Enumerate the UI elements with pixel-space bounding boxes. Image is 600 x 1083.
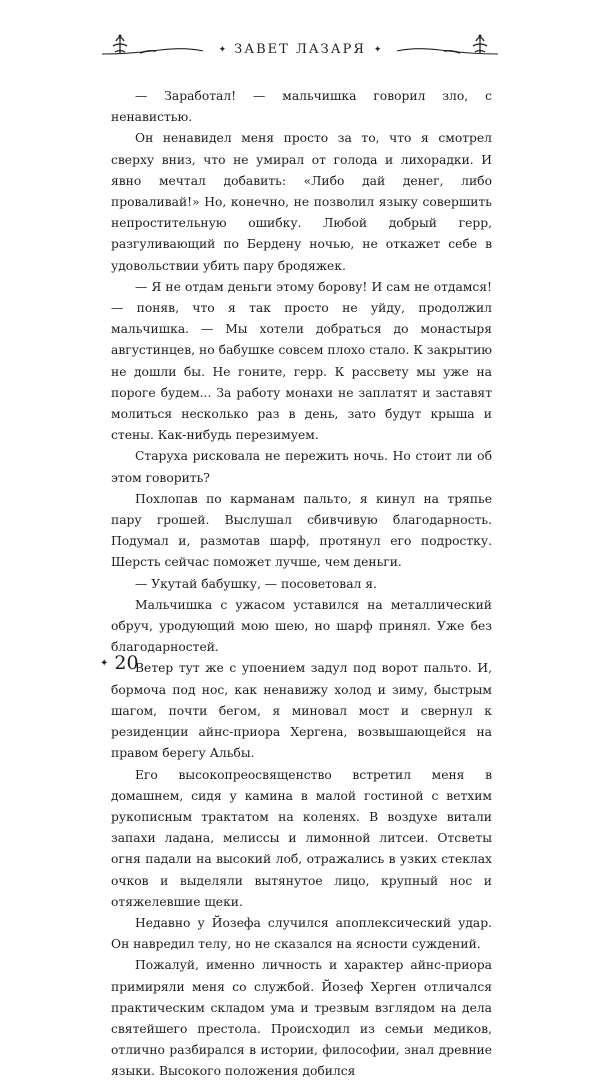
running-header xyxy=(100,30,500,64)
paragraph: Старуха рисковала не пережить ночь. Но стоит ли об этом говорить? xyxy=(111,449,492,485)
page-number: 20 xyxy=(114,652,139,674)
paragraph: Его высокопреосвященство встретил меня в домашнем, сидя у камина в малой гостиной с ветхим рукописным трактатом на коленях. В воздухе витали запахи ладана, мелиссы и лимонной литсеи. Отсветы огня падали на высокий лоб, отражались в узких стеклах очков и выделяли вытянутое лицо, крупный нос и отяжелевшие щеки. xyxy=(111,767,492,909)
header-star-right-icon: ✦ xyxy=(373,44,382,55)
page-star-icon: ✦ xyxy=(100,657,109,669)
page-footer xyxy=(100,652,139,674)
paragraph: — Укутай бабушку, — посоветовал я. xyxy=(135,576,377,591)
ornament-left-icon xyxy=(100,30,205,64)
header-star-left-icon: ✦ xyxy=(218,44,227,55)
paragraph: Он ненавидел меня просто за то, что я смотрел сверху вниз, что не умирал от голода и лихорадки. И явно мечтал добавить: «Либо дай денег, либо проваливай!» Но, конечно, не позволил языку совершить непростительную ошибку. Любой добрый герр, разгуливающий по Бердену ночью, не откажет себе в удовольствии убить пару бродяжек. xyxy=(111,131,492,273)
paragraph: Мальчишка с ужасом уставился на металлический обруч, уродующий мою шею, но шарф принял. Уже без благодарностей. xyxy=(111,597,492,655)
paragraph: Ветер тут же с упоением задул под ворот пальто. И, бормоча под нос, как ненавижу холод и зиму, быстрым шагом, почти бегом, я миновал мост и свернул к резиденции айнс-приора Хергена, возвышающейся на правом берегу Альбы. xyxy=(111,661,492,761)
paragraph: Похлопав по карманам пальто, я кинул на тряпье пару грошей. Выслушал сбивчивую благодарность. Подумал и, размотав шарф, протянул его подростку. Шерсть сейчас поможет лучше, чем деньги. xyxy=(111,491,492,570)
paragraph: — Я не отдам деньги этому борову! И сам не отдамся! — поняв, что я так просто не уйду, продолжил мальчишка. — Мы хотели добраться до монастыря августинцев, но бабушке совсем плохо стало. К закрытию не дошли бы. Не гоните, герр. К рассвету мы уже на пороге будем... За работу монахи не заплатят и заставят молиться несколько раз в день, зато будут крыша и стены. Как-нибудь перезимуем. xyxy=(111,279,492,443)
book-title: ЗАВЕТ ЛАЗАРЯ xyxy=(234,42,366,57)
header-title-group xyxy=(205,42,395,57)
ornament-right-icon xyxy=(395,30,500,64)
paragraph: — Заработал! — мальчишка говорил зло, с ненавистью. xyxy=(111,89,492,125)
paragraph: Пожалуй, именно личность и характер айнс-приора примиряли меня со службой. Йозеф Херген отличался практическим складом ума и трезвым взглядом на дела святейшего престола. Происходил из семьи медиков, отлично разбирался в истории, философии, знал древние языки. Высокого положения добился xyxy=(111,958,492,1079)
body-text xyxy=(111,86,492,1083)
paragraph: Недавно у Йозефа случился апоплексический удар. Он навредил телу, но не сказался на ясности суждений. xyxy=(111,915,492,952)
